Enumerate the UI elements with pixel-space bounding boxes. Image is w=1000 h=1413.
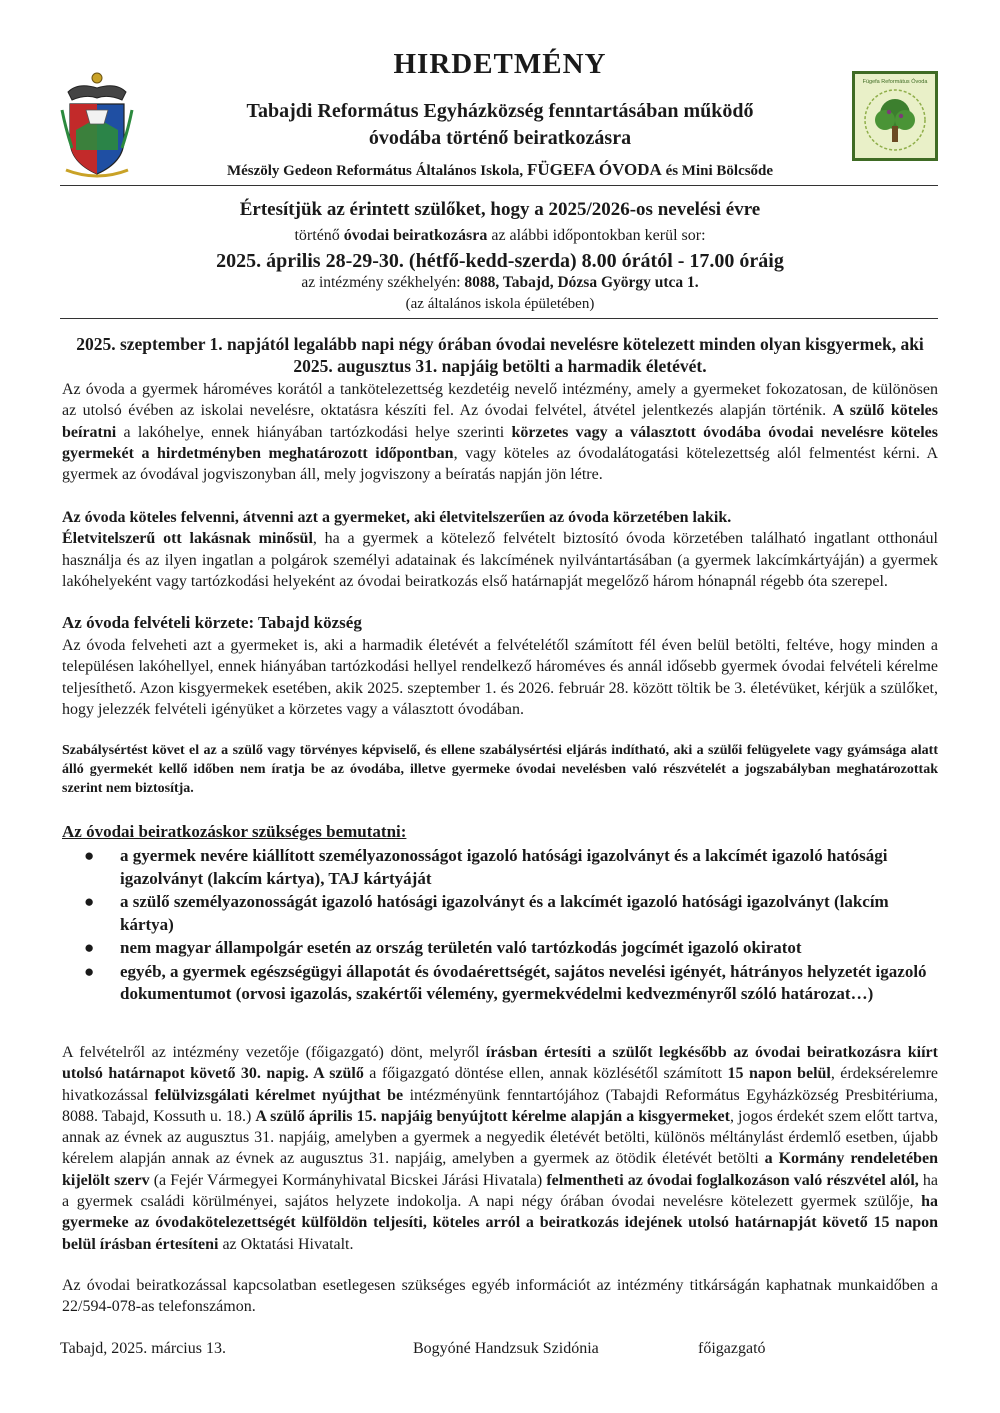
intro-notice: Értesítjük az érintett szülőket, hogy a 2025/2026-os nevelési évre (239, 199, 761, 220)
institution-nursery: és Mini Bölcsőde (661, 163, 774, 179)
header-institution (150, 160, 850, 180)
location-label: az intézmény székhelyén: (301, 274, 465, 291)
enrollment-location (60, 274, 940, 292)
bullet-icon: ● (84, 938, 95, 957)
bullet-icon: ● (84, 846, 95, 865)
location-address: 8088, Tabajd, Dózsa György utca 1. (464, 274, 699, 291)
location-note: (az általános iskola épületében) (405, 296, 595, 312)
header-line-1: Tabajdi Református Egyházközség fenntartásában működő (246, 100, 754, 122)
header-line-2: óvodába történő beiratkozásra (368, 127, 632, 149)
intro-enrollment-prefix: történő (294, 227, 344, 244)
paragraph-residence: Az óvoda köteles felvenni, átvenni azt a gyermeket, aki életvitelszerűen az óvoda körzetében lakik. Életvitelszerű ott lakásnak minősül, ha a gyermek a kötelező felvételt biztosító óvoda körzetében található ingatlant otthonául használja és az ilyen ingatlan a polgárok személyi adatainak és lakcímének nyilvántartásában (a gyermek lakcímkártyáján) a gyermek lakóhelyeként vagy tartózkodási helyeként az óvodai beiratkozás első határnapját megelőző három hónapnál régebb óta szerepel. (62, 509, 938, 590)
paragraph-decision: A felvételről az intézmény vezetője (főigazgató) dönt, melyről írásban értesíti a szülőt legkésőbb az óvodai beiratkozásra kiírt utolsó határnapot követő 30. napig. A szülő a főigazgató döntése ellen, annak közlésétől számított 15 napon belül, érdeksérelemre hivatkozással felülvizsgálati kérelmet nyújthat be intézményünk fenntartójához (Tabajdi Református Egyházközség Presbitériuma, 8088. Tabajd, Kossuth u. 18.) A szülő április 15. napjáig benyújtott kérelme alapján a kisgyermeket, jogos érdekét szem előtt tartva, annak az évnek az augusztus 31. napjáig, amelyben a gyermek a negyedik életévét betölti, különös méltánylást érdemlő esetben, újabb kérelem alapján annak az évnek az augusztus 31. napjáig, amelyben a gyermek az ötödik életévét betölti a Kormány rendeletében kijelölt szerv (a Fejér Vármegyei Kormányhivatal Bicskei Járási Hivatala) felmentheti az óvodai foglalkozáson való részvétel alól, ha a gyermek családi körülményei, sajátos helyzete indokolja. A napi négy órában óvodai nevelésre kötelezett gyermek szülője, ha gyermeke az óvodakötelezettségét külföldön teljesíti, köteles arról a beiratkozás idejének utolsó határnapját követő 15 napon belül írásban értesíteni az Oktatási Hivatalt. (62, 1044, 939, 1253)
footer-signatory-role: főigazgató (698, 1340, 766, 1357)
bullet-icon: ● (84, 961, 95, 981)
obligation-heading: 2025. szeptember 1. napjától legalább napi négy órában óvodai nevelésre kötelezett minden olyan kisgyermek, aki 2025. augusztus 31. napjáig betölti a harmadik életévét. (76, 334, 924, 376)
list-item: ● a gyermek nevére kiállított személyazonosságot igazoló hatósági igazolványt és a lakcímét igazoló hatósági igazolványt (lakcím kártya), TAJ kártyáját (84, 846, 888, 888)
list-item: ● a szülő személyazonosságát igazoló hatósági igazolványt és a lakcímét igazoló hatósági igazolványt (lakcím kártya) (84, 892, 889, 934)
requirements-list (62, 845, 942, 1007)
intro-enrollment (60, 227, 940, 245)
list-item: ● egyéb, a gyermek egészségügyi állapotát és óvodaérettségét, sajátos nevelési igényét, hátrányos helyzetét igazoló dokumentumot (orvosi igazolás, szakértői vélemény, gyermekvédelmi kedvezményről szóló határozat…) (84, 961, 927, 1003)
district-heading: Az óvoda felvételi körzete: Tabajd község (62, 613, 362, 632)
footer-place-date: Tabajd, 2025. március 13. (60, 1340, 226, 1357)
enrollment-dates: 2025. április 28-29-30. (hétfő-kedd-szerda) 8.00 órától - 17.00 óráig (216, 250, 784, 272)
logo-caption: Fügefa Református Óvoda (862, 79, 928, 85)
paragraph-contact: Az óvodai beiratkozással kapcsolatban esetlegesen szükséges egyéb információt az intézmény titkárságán kaphatnak munkaidőben a 22/594-078-as telefonszámon. (62, 1277, 938, 1316)
list-item: ● nem magyar állampolgár esetén az ország területén való tartózkodás jogcímét igazoló okiratot (62, 937, 942, 960)
paragraph-kindergarten-role: Az óvoda a gyermek hároméves korától a tankötelezettség kezdetéig nevelő intézmény, amely a gyermeket fokozatosan, de különösen az utolsó évében az iskolai nevelésre, oktatásra készíti fel. Az óvodai felvétel, átvétel jelentkezés alapján történik. A szülő köteles beíratni a lakóhelye, ennek hiányában tartózkodási helye szerinti körzetes vagy a választott óvodába óvodai nevelésre köteles gyermekét a hirdetményben meghatározott időpontban, vagy köteles az óvodalátogatási kötelezettség alól felmentést kérni. A gyermek az óvodával jogviszonyban áll, mely jogviszony a beíratás napján jön létre. (62, 381, 939, 484)
footer-signatory-name: Bogyóné Handzsuk Szidónia (413, 1340, 599, 1357)
paragraph-admission: Az óvoda felveheti azt a gyermeket is, aki a harmadik életévét a felvételétől számított fél éven belül betölti, feltéve, hogy minden a településen lakóhellyel, ennek hiányában tartózkodási hellyel rendelkező hároméves és annál idősebb gyermek óvodai felvételi kérelme teljesíthető. Azon kisgyermekek esetében, akik 2025. szeptember 1. és 2026. február 28. között töltik be 3. életévüket, kérjük a szülőket, hogy jelezzék felvételi igényüket a körzetes vagy a választott óvodában. (62, 637, 938, 718)
municipal-crest-icon (58, 70, 136, 182)
institution-kindergarten: FÜGEFA ÓVODA (526, 160, 662, 179)
kindergarten-logo (852, 71, 938, 161)
requirements-heading: Az óvodai beiratkozáskor szükséges bemutatni: (62, 822, 407, 841)
bullet-icon: ● (84, 892, 95, 911)
intro-divider (60, 318, 938, 319)
paragraph-violation: Szabálysértést követ el az a szülő vagy törvényes képviselő, és ellene szabálysértési eljárás indítható, aki a szülői felügyelete vagy gyámsága alatt álló gyermekét kellő időben nem íratja be az óvodába, illetve gyermeke óvodai nevelésben való részvételét a jogszabályban meghatározottak szerint nem biztosítja. (62, 743, 938, 796)
intro-enrollment-suffix: az alábbi időpontokban kerül sor: (487, 227, 706, 244)
page-title: HIRDETMÉNY (393, 48, 607, 80)
intro-enrollment-bold: óvodai beiratkozásra (343, 227, 488, 244)
fig-tree-icon (855, 74, 935, 158)
header-divider (60, 185, 938, 186)
institution-school: Mészöly Gedeon Református Általános Iskola, (226, 163, 527, 179)
